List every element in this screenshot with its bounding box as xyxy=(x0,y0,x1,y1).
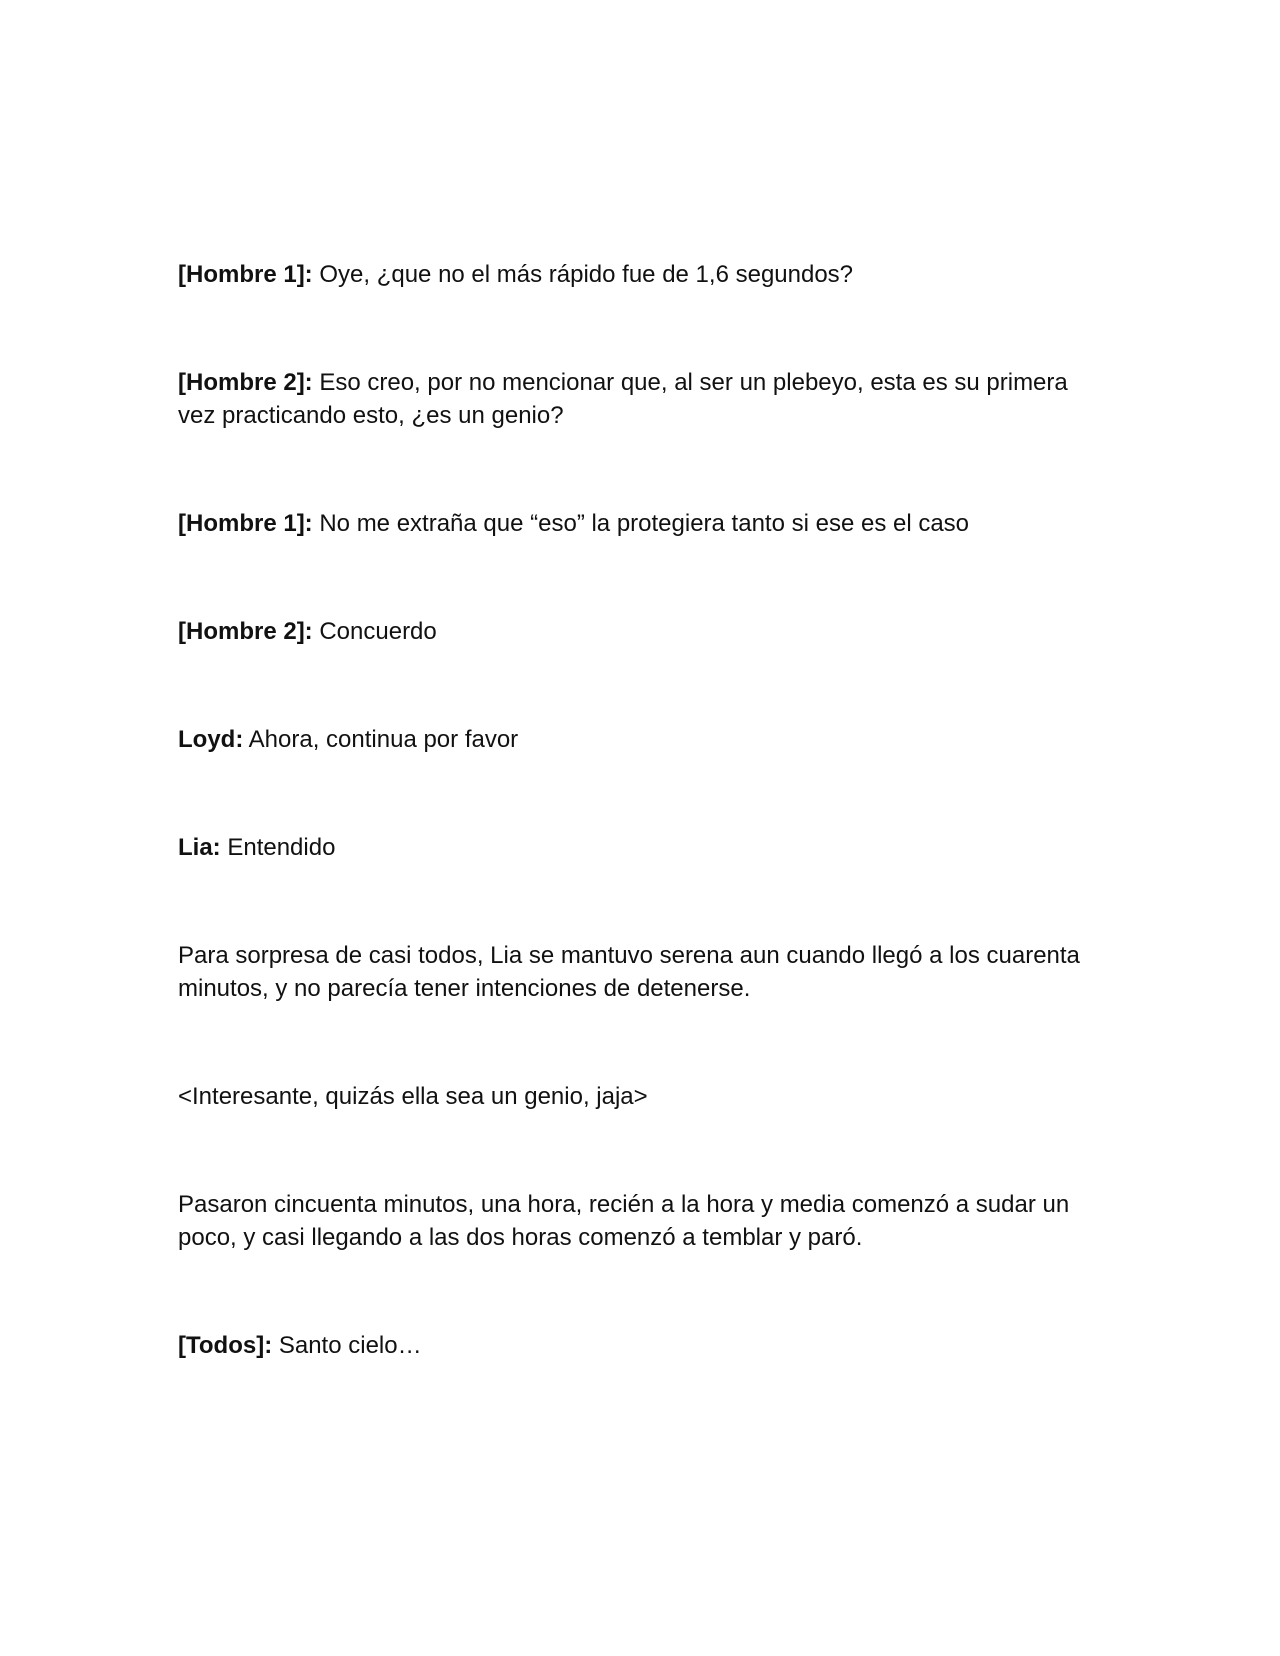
dialogue-line xyxy=(178,831,1098,864)
dialogue-text: Eso creo, por no mencionar que, al ser un plebeyo, esta es su primera vez practicando esto, ¿es un genio? xyxy=(178,369,1068,429)
dialogue-line xyxy=(178,366,1098,432)
dialogue-text: Entendido xyxy=(220,834,336,861)
thought-text: <Interesante, quizás ella sea un genio, jaja> xyxy=(178,1083,648,1110)
dialogue-text: Oye, ¿que no el más rápido fue de 1,6 segundos? xyxy=(312,261,854,288)
speaker-label: Lia: xyxy=(178,834,221,861)
dialogue-text: Concuerdo xyxy=(312,618,437,645)
narration-paragraph xyxy=(178,1188,1098,1254)
dialogue-text: Ahora, continua por favor xyxy=(243,726,519,753)
narration-text: Pasaron cincuenta minutos, una hora, recién a la hora y media comenzó a sudar un poco, y casi llegando a las dos horas comenzó a temblar y paró. xyxy=(178,1191,1070,1251)
dialogue-line xyxy=(178,723,1098,756)
speaker-label: [Hombre 1]: xyxy=(178,261,313,288)
dialogue-line xyxy=(178,615,1098,648)
document-body xyxy=(178,258,1098,1437)
dialogue-text: No me extraña que “eso” la protegiera tanto si ese es el caso xyxy=(312,510,970,537)
thought-line xyxy=(178,1080,1098,1113)
speaker-label: [Todos]: xyxy=(178,1332,273,1359)
dialogue-line xyxy=(178,258,1098,291)
speaker-label: [Hombre 1]: xyxy=(178,510,313,537)
narration-text: Para sorpresa de casi todos, Lia se mantuvo serena aun cuando llegó a los cuarenta minutos, y no parecía tener intenciones de detenerse. xyxy=(178,942,1080,1002)
dialogue-text: Santo cielo… xyxy=(272,1332,422,1359)
dialogue-line xyxy=(178,1329,1098,1362)
speaker-label: [Hombre 2]: xyxy=(178,618,313,645)
dialogue-line xyxy=(178,507,1098,540)
speaker-label: [Hombre 2]: xyxy=(178,369,313,396)
speaker-label: Loyd: xyxy=(178,726,244,753)
narration-paragraph xyxy=(178,939,1098,1005)
